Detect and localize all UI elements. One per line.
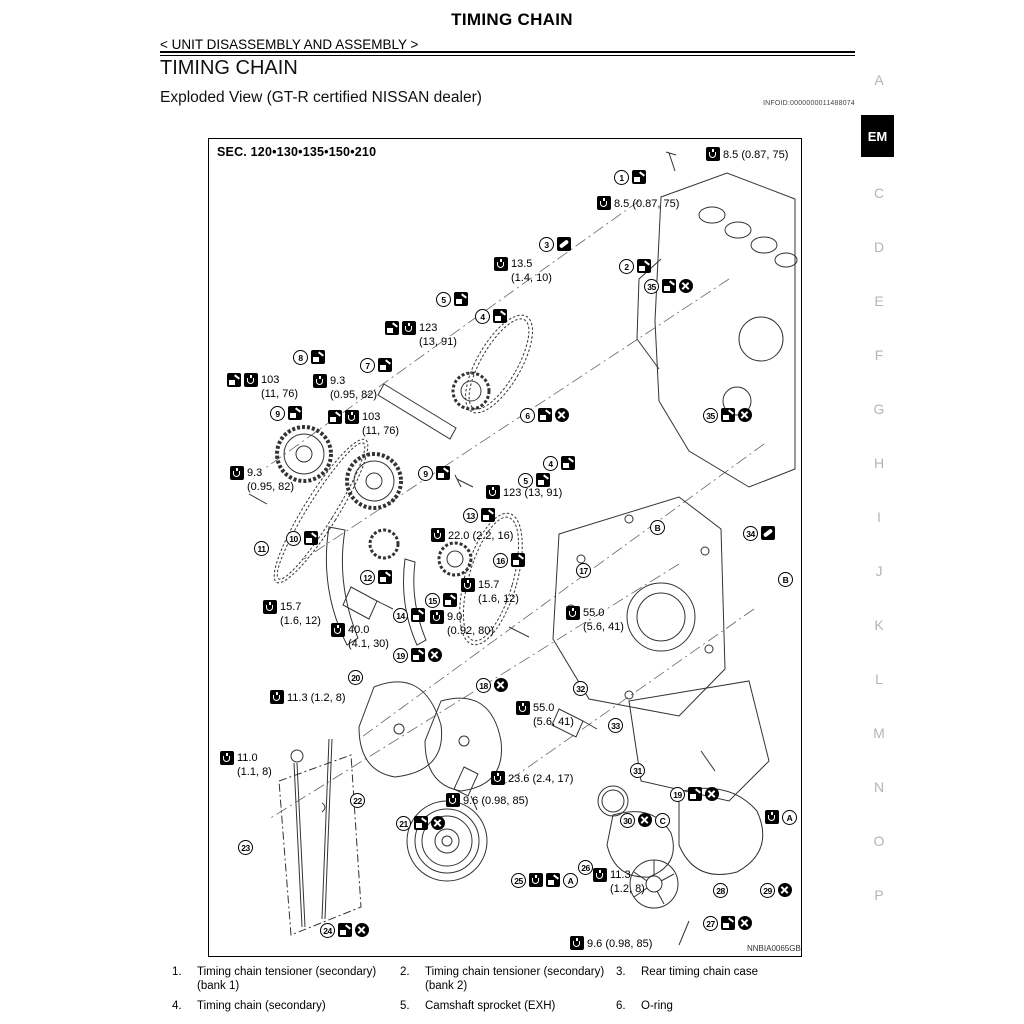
diagram-annotation xyxy=(743,526,775,541)
section-tab-a[interactable]: A xyxy=(874,72,884,88)
lubricant-icon xyxy=(688,787,702,801)
replace-icon xyxy=(738,916,752,930)
diagram-annotation xyxy=(431,528,513,543)
lubricant-icon xyxy=(561,456,575,470)
callout-number-29: 29 xyxy=(760,883,775,898)
diagram-annotation xyxy=(475,309,507,324)
reference-letter-b: B xyxy=(650,520,665,535)
diagram-annotation xyxy=(360,570,392,585)
diagram-annotation xyxy=(360,358,392,373)
callout-number-20: 20 xyxy=(348,670,363,685)
lubricant-icon xyxy=(632,170,646,184)
callout-number-30: 30 xyxy=(620,813,635,828)
torque-icon xyxy=(313,374,327,388)
callout-number-24: 24 xyxy=(320,923,335,938)
infoid-label: INFOID:0000000011488074 xyxy=(762,100,855,107)
lubricant-icon xyxy=(511,553,525,567)
section-tab-n[interactable]: N xyxy=(873,779,885,795)
figure-code: NNBIA0065GB xyxy=(747,944,801,953)
callout-number-15: 15 xyxy=(425,593,440,608)
diagram-annotation xyxy=(706,147,788,162)
legend-item-text: Camshaft sprocket (EXH) xyxy=(425,1000,556,1012)
legend-item-text: Rear timing chain case xyxy=(641,966,758,978)
legend-item-text: Timing chain (secondary) xyxy=(197,1000,326,1012)
callout-number-28: 28 xyxy=(713,883,728,898)
section-tab-h[interactable]: H xyxy=(873,455,885,471)
lubricant-icon xyxy=(538,408,552,422)
diagram-annotation xyxy=(593,868,645,896)
torque-value: 9.3 (0.95, 82) xyxy=(247,467,295,493)
diagram-annotation xyxy=(430,610,494,638)
callout-number-2: 2 xyxy=(619,259,634,274)
section-title: TIMING CHAIN xyxy=(160,57,298,79)
torque-value: 103 (11, 76) xyxy=(362,411,400,437)
torque-value: 9.6 (0.98, 85) xyxy=(587,938,653,950)
section-tab-l[interactable]: L xyxy=(875,671,883,687)
callout-number-12: 12 xyxy=(360,570,375,585)
callout-number-16: 16 xyxy=(493,553,508,568)
reference-letter-a: A xyxy=(563,873,578,888)
callout-number-4: 4 xyxy=(543,456,558,471)
diagram-annotation xyxy=(491,771,573,786)
torque-value: 123 (13, 91) xyxy=(419,322,457,348)
diagram-annotation xyxy=(238,840,253,855)
legend-item xyxy=(616,1000,862,1014)
section-tab-c[interactable]: C xyxy=(873,185,885,201)
diagram-annotation xyxy=(620,813,670,828)
torque-value: 55.0 (5.6, 41) xyxy=(533,702,574,728)
diagram-annotation xyxy=(608,718,623,733)
callout-number-9: 9 xyxy=(418,466,433,481)
page-title: TIMING CHAIN xyxy=(451,10,573,29)
callout-number-19: 19 xyxy=(670,787,685,802)
reference-letter-c: C xyxy=(655,813,670,828)
lubricant-icon xyxy=(328,410,342,424)
callout-number-19: 19 xyxy=(393,648,408,663)
sealant-icon xyxy=(761,526,775,540)
legend-item xyxy=(172,1000,400,1014)
diagram-annotation xyxy=(614,170,646,185)
diagram-annotation xyxy=(543,456,575,471)
legend-item xyxy=(400,1000,616,1014)
legend-item-number: 3. xyxy=(616,966,626,978)
subsection-title: Exploded View (GT-R certified NISSAN dealer) xyxy=(160,89,482,106)
lubricant-icon xyxy=(311,350,325,364)
diagram-annotation xyxy=(418,466,450,481)
callout-number-11: 11 xyxy=(254,541,269,556)
diagram-annotation xyxy=(331,623,389,651)
legend-item-number: 2. xyxy=(400,966,410,978)
callout-number-35: 35 xyxy=(644,279,659,294)
section-tab-m[interactable]: M xyxy=(873,725,885,741)
torque-icon xyxy=(230,466,244,480)
diagram-annotation xyxy=(476,678,508,693)
callout-number-14: 14 xyxy=(393,608,408,623)
diagram-annotation xyxy=(670,787,719,802)
section-tab-g[interactable]: G xyxy=(873,401,885,417)
torque-icon xyxy=(220,751,234,765)
replace-icon xyxy=(428,648,442,662)
section-tab-i[interactable]: I xyxy=(877,509,881,525)
diagram-annotation xyxy=(328,410,399,438)
diagram-annotation xyxy=(630,763,645,778)
diagram-annotation xyxy=(566,606,624,634)
callout-number-34: 34 xyxy=(743,526,758,541)
callout-number-7: 7 xyxy=(360,358,375,373)
diagram-annotation xyxy=(230,466,294,494)
diagram-annotation xyxy=(597,196,679,211)
diagram-annotation xyxy=(570,936,652,951)
lubricant-icon xyxy=(721,916,735,930)
diagram-annotation xyxy=(713,883,728,898)
diagram-annotation xyxy=(270,406,302,421)
torque-icon xyxy=(345,410,359,424)
diagram-annotation xyxy=(286,531,318,546)
section-tab-sidebar xyxy=(860,0,898,1024)
diagram-annotation xyxy=(578,860,593,875)
torque-icon xyxy=(263,600,277,614)
torque-value: 9.6 (0.98, 85) xyxy=(463,795,529,807)
diagram-annotation xyxy=(263,600,321,628)
diagram-annotation xyxy=(516,701,574,729)
diagram-annotation xyxy=(220,751,272,779)
parts-legend xyxy=(172,966,862,1014)
reference-letter-b: B xyxy=(778,572,793,587)
torque-icon xyxy=(494,257,508,271)
lubricant-icon xyxy=(338,923,352,937)
torque-icon xyxy=(461,578,475,592)
torque-icon xyxy=(593,868,607,882)
torque-value: 11.0 (1.1, 8) xyxy=(237,752,272,778)
lubricant-icon xyxy=(481,508,495,522)
reference-letter-a: A xyxy=(782,810,797,825)
legend-item-number: 1. xyxy=(172,966,182,978)
callout-number-1: 1 xyxy=(614,170,629,185)
callout-number-10: 10 xyxy=(286,531,301,546)
torque-value: 8.5 (0.87, 75) xyxy=(614,198,680,210)
callout-number-27: 27 xyxy=(703,916,718,931)
torque-icon xyxy=(516,701,530,715)
diagram-annotation xyxy=(320,923,369,938)
section-tab-j[interactable]: J xyxy=(875,563,883,579)
replace-icon xyxy=(705,787,719,801)
replace-icon xyxy=(555,408,569,422)
replace-icon xyxy=(778,883,792,897)
lubricant-icon xyxy=(385,321,399,335)
lubricant-icon xyxy=(227,373,241,387)
torque-value: 55.0 (5.6, 41) xyxy=(583,607,624,633)
lubricant-icon xyxy=(662,279,676,293)
lubricant-icon xyxy=(546,873,560,887)
diagram-annotation xyxy=(619,259,651,274)
lubricant-icon xyxy=(378,358,392,372)
callout-number-26: 26 xyxy=(578,860,593,875)
callout-number-17: 17 xyxy=(576,563,591,578)
torque-icon xyxy=(486,485,500,499)
legend-item-number: 6. xyxy=(616,1000,626,1012)
section-tab-o[interactable]: O xyxy=(873,833,885,849)
lubricant-icon xyxy=(411,648,425,662)
diagram-annotation xyxy=(765,810,797,825)
legend-item-text: Timing chain tensioner (secondary) (bank 1) xyxy=(197,966,377,992)
legend-item xyxy=(616,966,862,993)
torque-value: 22.0 (2.2, 16) xyxy=(448,530,514,542)
diagram-annotation xyxy=(650,520,665,535)
replace-icon xyxy=(494,678,508,692)
legend-item-text: O-ring xyxy=(641,1000,673,1012)
diagram-annotation xyxy=(350,793,365,808)
torque-icon xyxy=(765,810,779,824)
callout-number-35: 35 xyxy=(703,408,718,423)
lubricant-icon xyxy=(443,593,457,607)
diagram-annotation xyxy=(227,373,298,401)
torque-icon xyxy=(244,373,258,387)
diagram-annotation xyxy=(461,578,519,606)
diagram-annotation xyxy=(778,572,793,587)
legend-item-number: 4. xyxy=(172,1000,182,1012)
diagram-annotation xyxy=(644,279,693,294)
diagram-annotation xyxy=(486,485,562,500)
lubricant-icon xyxy=(436,466,450,480)
diagram-annotation xyxy=(385,321,457,349)
diagram-annotation xyxy=(293,350,325,365)
diagram-annotation xyxy=(573,681,588,696)
replace-icon xyxy=(638,813,652,827)
diagram-annotation xyxy=(493,553,525,568)
diagram-annotation xyxy=(396,816,445,831)
diagram-annotation xyxy=(703,408,752,423)
lubricant-icon xyxy=(454,292,468,306)
breadcrumb: < UNIT DISASSEMBLY AND ASSEMBLY > xyxy=(160,37,419,52)
sealant-icon xyxy=(557,237,571,251)
legend-item xyxy=(400,966,616,993)
torque-icon xyxy=(402,321,416,335)
torque-icon xyxy=(570,936,584,950)
diagram-annotation xyxy=(446,793,528,808)
lubricant-icon xyxy=(493,309,507,323)
callout-number-9: 9 xyxy=(270,406,285,421)
section-tab-f[interactable]: F xyxy=(874,347,884,363)
diagram-annotation xyxy=(393,648,442,663)
callout-number-31: 31 xyxy=(630,763,645,778)
torque-value: 123 (13, 91) xyxy=(503,487,563,499)
callout-number-5: 5 xyxy=(518,473,533,488)
torque-value: 11.3 (1.2, 8) xyxy=(287,692,346,704)
callout-number-21: 21 xyxy=(396,816,411,831)
lubricant-icon xyxy=(414,816,428,830)
torque-icon xyxy=(331,623,345,637)
diagram-annotation xyxy=(313,374,377,402)
section-tab-d[interactable]: D xyxy=(873,239,885,255)
torque-value: 11.3 (1.2, 8) xyxy=(610,869,645,895)
torque-value: 9.3 (0.95, 82) xyxy=(330,375,378,401)
header-divider xyxy=(160,51,855,56)
torque-icon xyxy=(491,771,505,785)
exploded-view-figure xyxy=(208,138,802,957)
torque-icon xyxy=(529,873,543,887)
diagram-annotation xyxy=(270,690,346,705)
diagram-annotation xyxy=(494,257,552,285)
diagram-annotation xyxy=(760,883,792,898)
diagram-annotation xyxy=(425,593,457,608)
callout-number-5: 5 xyxy=(436,292,451,307)
torque-icon xyxy=(270,690,284,704)
callout-number-18: 18 xyxy=(476,678,491,693)
diagram-annotation xyxy=(520,408,569,423)
torque-icon xyxy=(430,610,444,624)
torque-value: 40.0 (4.1, 30) xyxy=(348,624,389,650)
diagram-annotation xyxy=(463,508,495,523)
lubricant-icon xyxy=(721,408,735,422)
replace-icon xyxy=(355,923,369,937)
callout-number-33: 33 xyxy=(608,718,623,733)
callout-number-3: 3 xyxy=(539,237,554,252)
callout-number-4: 4 xyxy=(475,309,490,324)
torque-icon xyxy=(706,147,720,161)
torque-icon xyxy=(597,196,611,210)
section-tab-em[interactable]: EM xyxy=(861,115,894,157)
torque-value: 8.5 (0.87, 75) xyxy=(723,149,789,161)
torque-value: 15.7 (1.6, 12) xyxy=(478,579,519,605)
callout-number-25: 25 xyxy=(511,873,526,888)
diagram-annotation xyxy=(436,292,468,307)
lubricant-icon xyxy=(378,570,392,584)
torque-value: 103 (11, 76) xyxy=(261,374,299,400)
lubricant-icon xyxy=(411,608,425,622)
diagram-annotation xyxy=(511,873,578,888)
legend-item-number: 5. xyxy=(400,1000,410,1012)
diagram-annotation xyxy=(576,563,591,578)
replace-icon xyxy=(431,816,445,830)
diagram-annotation xyxy=(254,541,269,556)
sec-code-label: SEC. 120•130•135•150•210 xyxy=(217,145,377,159)
torque-icon xyxy=(431,528,445,542)
torque-value: 23.6 (2.4, 17) xyxy=(508,773,574,785)
torque-value: 13.5 (1.4, 10) xyxy=(511,258,552,284)
section-tab-k[interactable]: K xyxy=(874,617,884,633)
legend-item-text: Timing chain tensioner (secondary) (bank 2) xyxy=(425,966,605,992)
diagram-annotation xyxy=(348,670,363,685)
lubricant-icon xyxy=(637,259,651,273)
lubricant-icon xyxy=(288,406,302,420)
legend-item xyxy=(172,966,400,993)
callout-number-6: 6 xyxy=(520,408,535,423)
callout-number-23: 23 xyxy=(238,840,253,855)
diagram-annotation xyxy=(539,237,571,252)
section-tab-p[interactable]: P xyxy=(874,887,884,903)
lubricant-icon xyxy=(304,531,318,545)
replace-icon xyxy=(679,279,693,293)
torque-value: 15.7 (1.6, 12) xyxy=(280,601,321,627)
torque-value: 9.0 (0.92, 80) xyxy=(447,611,495,637)
replace-icon xyxy=(738,408,752,422)
callout-number-22: 22 xyxy=(350,793,365,808)
callout-number-13: 13 xyxy=(463,508,478,523)
torque-icon xyxy=(566,606,580,620)
callout-number-8: 8 xyxy=(293,350,308,365)
section-tab-e[interactable]: E xyxy=(874,293,884,309)
callout-number-32: 32 xyxy=(573,681,588,696)
torque-icon xyxy=(446,793,460,807)
diagram-annotation xyxy=(393,608,425,623)
diagram-annotation xyxy=(703,916,752,931)
